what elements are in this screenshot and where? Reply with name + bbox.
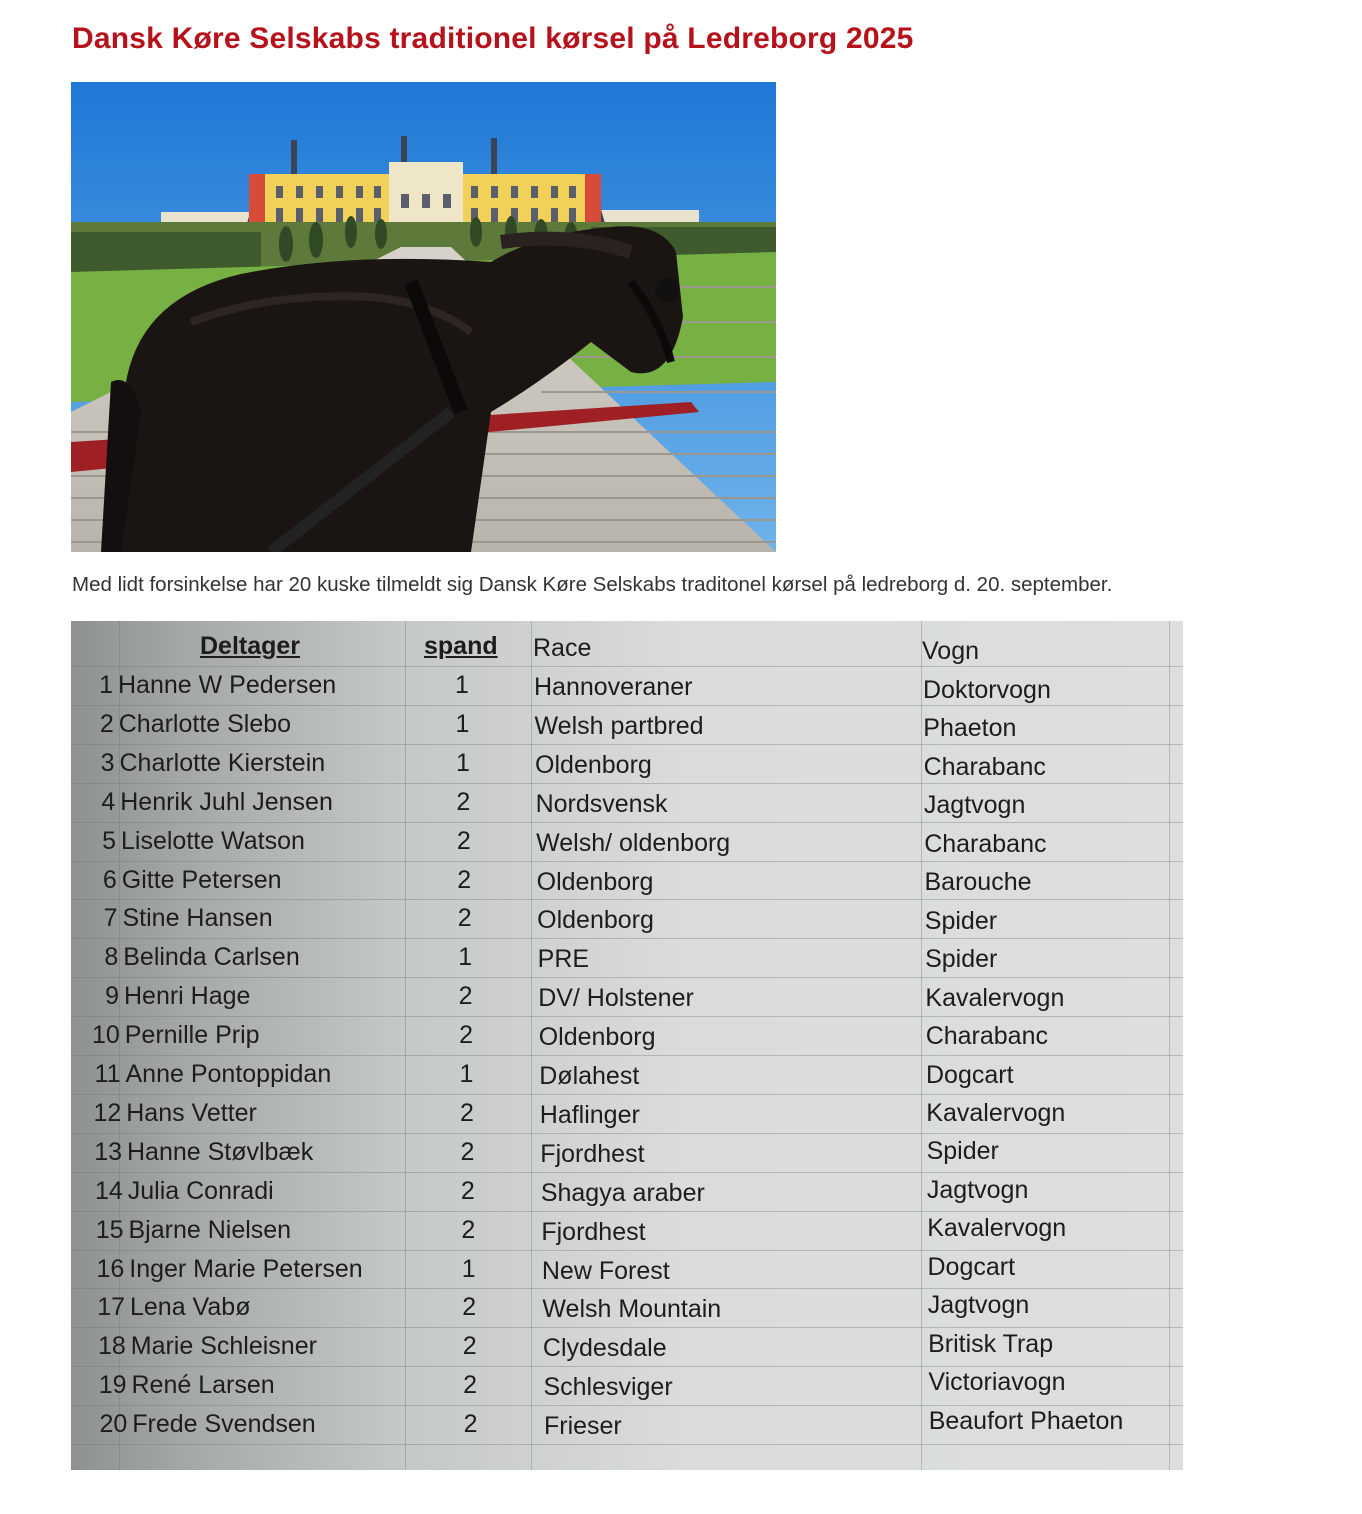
row-number: 16 <box>96 1254 125 1283</box>
carriage-type: Doktorvogn <box>923 676 1051 704</box>
horse-breed: Oldenborg <box>536 867 654 896</box>
horse-breed: Oldenborg <box>537 906 654 935</box>
carriage-type: Dogcart <box>926 1060 1014 1089</box>
row-number: 9 <box>105 982 119 1011</box>
row-number: 2 <box>99 709 114 738</box>
carriage-type: Barouche <box>924 868 1032 897</box>
spand-count: 1 <box>458 943 473 972</box>
horse-breed: Frieser <box>543 1412 622 1441</box>
grid-column-line <box>921 621 922 1470</box>
grid-line <box>71 744 1183 745</box>
spand-count: 2 <box>462 1332 477 1361</box>
carriage-type: Spider <box>924 906 998 935</box>
participant-name: Julia Conradi <box>127 1176 274 1205</box>
spand-count: 2 <box>460 1137 475 1166</box>
grid-line <box>71 822 1183 823</box>
carriage-type: Charabanc <box>924 829 1047 858</box>
grid-line <box>71 861 1183 862</box>
row-number: 7 <box>103 904 118 933</box>
grid-column-line <box>1169 621 1170 1470</box>
row-number: 19 <box>98 1371 127 1400</box>
carriage-type: Kavalervogn <box>926 1098 1066 1127</box>
spand-count: 2 <box>460 1176 475 1205</box>
participant-name: Belinda Carlsen <box>123 943 300 972</box>
spand-count: 1 <box>459 1060 474 1088</box>
horse-breed: Fjordhest <box>541 1217 646 1246</box>
participant-name: Bjarne Nielsen <box>128 1215 292 1244</box>
participant-name: Charlotte Kierstein <box>119 748 326 777</box>
participant-name: Henri Hage <box>124 982 251 1011</box>
horse-breed: Nordsvensk <box>535 789 668 818</box>
grid-line <box>71 977 1183 978</box>
grid-line <box>71 666 1183 667</box>
participant-name: René Larsen <box>131 1371 275 1400</box>
spand-count: 1 <box>455 748 470 777</box>
header-spand: spand <box>424 632 498 660</box>
participant-name: Stine Hansen <box>122 904 273 933</box>
participant-name: Hanne Støvlbæk <box>127 1137 314 1166</box>
row-number: 3 <box>100 748 115 777</box>
carriage-type: Jagtvogn <box>923 791 1026 820</box>
header-vogn: Vogn <box>922 637 980 665</box>
article-title: Dansk Køre Selskabs traditionel kørsel på Ledreborg 2025 <box>72 22 914 55</box>
grid-line <box>71 1211 1183 1212</box>
header-deltager: Deltager <box>200 632 301 660</box>
grid-line <box>71 705 1183 706</box>
row-number: 13 <box>94 1137 122 1166</box>
spand-count: 1 <box>455 709 470 738</box>
spand-count: 2 <box>463 1371 478 1400</box>
spand-count: 2 <box>463 1410 478 1439</box>
participant-name: Gitte Petersen <box>121 865 282 894</box>
spand-count: 1 <box>461 1254 476 1283</box>
grid-line <box>71 938 1183 939</box>
horse-breed: Welsh/ oldenborg <box>536 828 731 857</box>
row-number: 4 <box>101 787 116 816</box>
participant-name: Charlotte Slebo <box>118 709 292 738</box>
grid-column-line <box>405 621 406 1470</box>
carriage-type: Beaufort Phaeton <box>928 1406 1124 1435</box>
grid-line <box>71 1055 1183 1056</box>
grid-line <box>71 1016 1183 1017</box>
horse-breed: Haflinger <box>539 1100 640 1129</box>
grid-line <box>71 1133 1183 1134</box>
intro-text: Med lidt forsinkelse har 20 kuske tilmeldt sig Dansk Køre Selskabs traditonel kørsel på ledreborg d. 20. september. <box>72 573 1113 596</box>
horse-breed: Welsh Mountain <box>542 1295 722 1324</box>
row-number: 12 <box>93 1098 122 1127</box>
horse-breed: Dølahest <box>539 1062 640 1090</box>
carriage-type: Dogcart <box>927 1252 1016 1281</box>
carriage-type: Charabanc <box>925 1022 1048 1051</box>
header-race: Race <box>533 634 592 662</box>
spand-count: 2 <box>458 982 473 1011</box>
participant-table-photo <box>71 621 1183 1470</box>
row-number: 5 <box>102 826 116 855</box>
spand-count: 2 <box>462 1293 477 1322</box>
row-number: 14 <box>94 1176 123 1205</box>
participant-name: Lena Vabø <box>130 1293 251 1322</box>
horse-breed: Schlesviger <box>543 1373 673 1402</box>
horse-breed: New Forest <box>541 1256 670 1285</box>
row-number: 15 <box>95 1215 124 1244</box>
horse-breed: Oldenborg <box>535 750 652 779</box>
ledreborg-horse-photo <box>71 82 776 552</box>
spand-count: 1 <box>455 671 469 699</box>
participant-name: Hanne W Pedersen <box>118 671 337 699</box>
horse-breed: Hannoveraner <box>534 673 693 701</box>
carriage-type: Spider <box>926 1137 999 1166</box>
carriage-type: Kavalervogn <box>927 1214 1067 1243</box>
carriage-type: Spider <box>925 945 998 974</box>
participant-name: Anne Pontoppidan <box>125 1060 332 1088</box>
spand-count: 2 <box>459 1098 474 1127</box>
carriage-type: Kavalervogn <box>925 983 1065 1012</box>
spand-count: 2 <box>457 865 472 894</box>
horse-breed: Oldenborg <box>538 1023 656 1052</box>
carriage-type: Jagtvogn <box>927 1291 1030 1320</box>
participant-name: Marie Schleisner <box>130 1332 317 1361</box>
grid-line <box>71 783 1183 784</box>
grid-line <box>71 1094 1183 1095</box>
participant-name: Hans Vetter <box>126 1098 257 1127</box>
spand-count: 2 <box>456 787 471 816</box>
participant-name: Liselotte Watson <box>121 826 305 855</box>
grid-column-line <box>531 621 532 1470</box>
grid-line <box>71 899 1183 900</box>
row-number: 8 <box>104 943 119 972</box>
grid-line <box>71 1250 1183 1251</box>
horse-breed: Welsh partbred <box>534 711 704 740</box>
row-number: 11 <box>94 1060 121 1088</box>
participant-name: Henrik Juhl Jensen <box>120 787 333 816</box>
horse-breed: Shagya araber <box>540 1178 705 1207</box>
row-number: 20 <box>99 1410 128 1439</box>
participant-name: Inger Marie Petersen <box>129 1254 363 1283</box>
spand-count: 2 <box>461 1215 476 1244</box>
row-number: 10 <box>91 1021 120 1050</box>
horse-breed: Clydesdale <box>542 1334 667 1363</box>
carriage-type: Victoriavogn <box>928 1368 1066 1397</box>
carriage-type: Phaeton <box>923 714 1017 743</box>
carriage-type: Charabanc <box>923 752 1046 781</box>
spand-count: 2 <box>459 1021 473 1050</box>
carriage-type: Jagtvogn <box>926 1175 1029 1204</box>
carriage-type: Britisk Trap <box>928 1329 1054 1358</box>
grid-line <box>71 1444 1183 1445</box>
row-number: 6 <box>102 865 117 894</box>
spand-count: 2 <box>457 904 472 933</box>
horse-breed: PRE <box>537 945 590 974</box>
row-number: 17 <box>97 1293 125 1322</box>
participant-name: Frede Svendsen <box>132 1410 316 1439</box>
horse-breed: DV/ Holstener <box>538 984 694 1013</box>
row-number: 18 <box>97 1332 126 1361</box>
spand-count: 2 <box>456 826 471 855</box>
horse-breed: Fjordhest <box>540 1139 645 1168</box>
participant-name: Pernille Prip <box>124 1021 260 1050</box>
grid-line <box>71 1172 1183 1173</box>
row-number: 1 <box>99 671 113 699</box>
